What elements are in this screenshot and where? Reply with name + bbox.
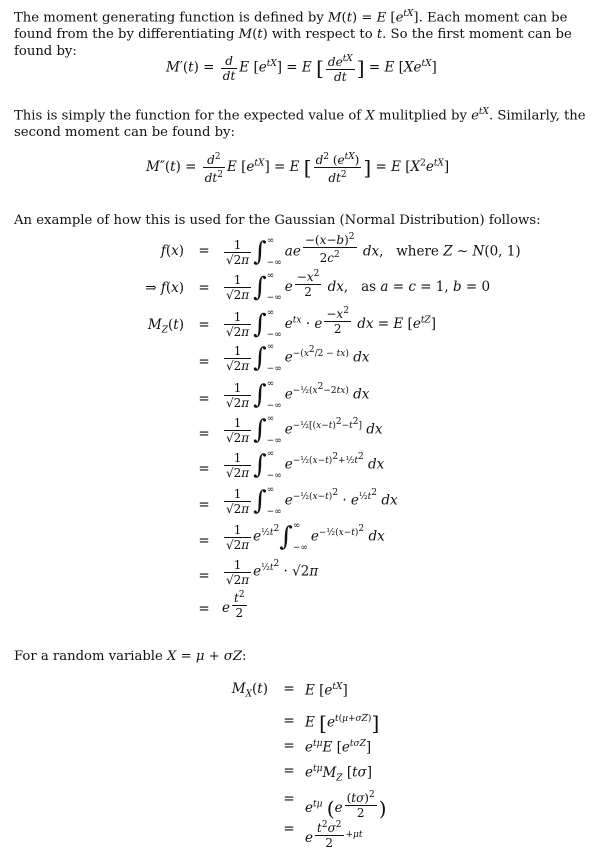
mx-row-rhs: $e^{t\mu}$ (e $^{\frac{(t\sigma)^2}{2}}$ ) [305,790,387,821]
gaussian-row-equals: = [198,354,210,370]
mx-row-equals: = [283,738,295,754]
mx-row-rhs: e $^{\frac{t^2\sigma^2}{2} +\mu t}$ [305,820,363,850]
gaussian-intro-paragraph: An example of how this is used for the Gaussian (Normal Distribution) follows: [14,213,541,228]
gaussian-row-equals: = [198,280,210,296]
gaussian-row-rhs: $\frac{1}{√2\pi}$ ∫∞ $-\infty e^{tx} \cdot e$ $^{\frac{-x^2}{2}}$ dx = E $[e^{tZ}]$ [226,306,436,340]
gaussian-row-lhs: f(x) [160,243,184,259]
gaussian-row-rhs: $\frac{1}{√2\pi}$ $e^{\frac{1}{2}t^2}\int\infty$ $-\infty e^{-\frac{1}{2}(x-t)^2}$ dx [226,520,385,553]
mx-row-equals: = [283,791,295,807]
mx-row-equals: = [283,713,295,729]
gaussian-row-rhs: $\frac{1}{√2\pi}$ ∫∞ −∞e $^{\frac{-x^2}{2}}$ dx, as a = c = 1, b = 0 [226,269,491,303]
mx-row-rhs: $e^{t\mu}E$ $[e^{t\sigma Z}]$ [305,739,372,756]
mx-row-equals: = [283,681,295,697]
gaussian-row-equals: = [198,601,210,617]
gaussian-row-equals: = [198,461,210,477]
mx-row-equals: = [283,763,295,779]
gaussian-row-equals: = [198,317,210,333]
intro-paragraph: The moment generating function is defined by M(t) = E $[e^{tX}]$. Each moment can be found from the by differentiating M(t) with respect to t. So the first moment can be found by: [14,9,572,60]
mx-row-rhs: E $[e^{t(\mu+\sigma Z)}]$ [305,711,380,735]
mx-row-equals: = [283,821,295,837]
second-paragraph: This is simply the function for the expected value of X mulitplied by $e^{tX}$. Similarly, the second moment can be found by: [14,107,586,141]
gaussian-row-rhs: $\frac{1}{√2\pi}$ ∫∞ $-\infty e^{-(x^2/2 - tx)}$ dx [226,341,370,374]
mx-row-lhs: $M_X(t)$ [231,681,268,700]
gaussian-row-rhs: $\frac{1}{√2\pi}$ ∫∞ $-\infty e^{-\frac{1}{2}(x^2-2tx)}$ dx [226,378,370,411]
gaussian-row-equals: = [198,391,210,407]
random-variable-paragraph: For a random variable X = μ + σZ: [14,649,247,664]
mx-row-rhs: $e^{t\mu}M_Z$ [tσ] [305,764,373,784]
gaussian-row-equals: = [198,533,210,549]
first-moment-equation: M′(t) = $\frac{d}{dt}$ E $[e^{tX}] = E$ [ $\frac{de^{tX}}{dt}$ ] = E $[Xe^{tX}]$ [166,53,437,84]
gaussian-row-rhs: $\frac{1}{√2\pi}$ ∫∞ −∞ae $^{\frac{-(x-b)^2}{2c^2}}$ dx, where Z ∼ N(0, 1) [226,232,521,268]
gaussian-row-lhs: $M_Z(t)$ [147,317,184,336]
gaussian-row-rhs: $\frac{1}{√2\pi}$ ∫∞ $-\infty e^{-\frac{1}{2}(x-t)^2} \cdot e^{\frac{1}{2}t^2}$ dx [226,484,398,517]
gaussian-row-equals: = [198,497,210,513]
gaussian-row-rhs: $\frac{1}{√2\pi}$ $e^{\frac{1}{2}t^2} \cdot √2\pi$ [226,557,319,587]
gaussian-row-rhs: $\frac{1}{√2\pi}$ ∫∞ $-\infty e^{-\frac{1}{2}(x-t)^2+\frac{1}{2}t^2}$ dx [226,448,385,481]
gaussian-row-rhs: e $^{\frac{t^2}{2}}$ [222,590,245,620]
gaussian-row-equals: = [198,243,210,259]
second-moment-equation: M″(t) = $\frac{d^2}{dt^2}$ E $[e^{tX}] = E$ [ $\frac{d^2 (e^{tX})}{dt^2}$ ] = E $[X^2e^{tX}]$ [146,152,450,185]
gaussian-row-rhs: $\frac{1}{√2\pi}$ ∫∞ $-\infty e^{-\frac{1}{2}[(x-t)^2-t^2]}$ dx [226,413,383,446]
gaussian-row-equals: = [198,426,210,442]
gaussian-row-equals: = [198,568,210,584]
mx-row-rhs: E $[e^{tX}]$ [305,682,348,699]
gaussian-row-lhs: ⇒ f(x) [145,280,184,296]
